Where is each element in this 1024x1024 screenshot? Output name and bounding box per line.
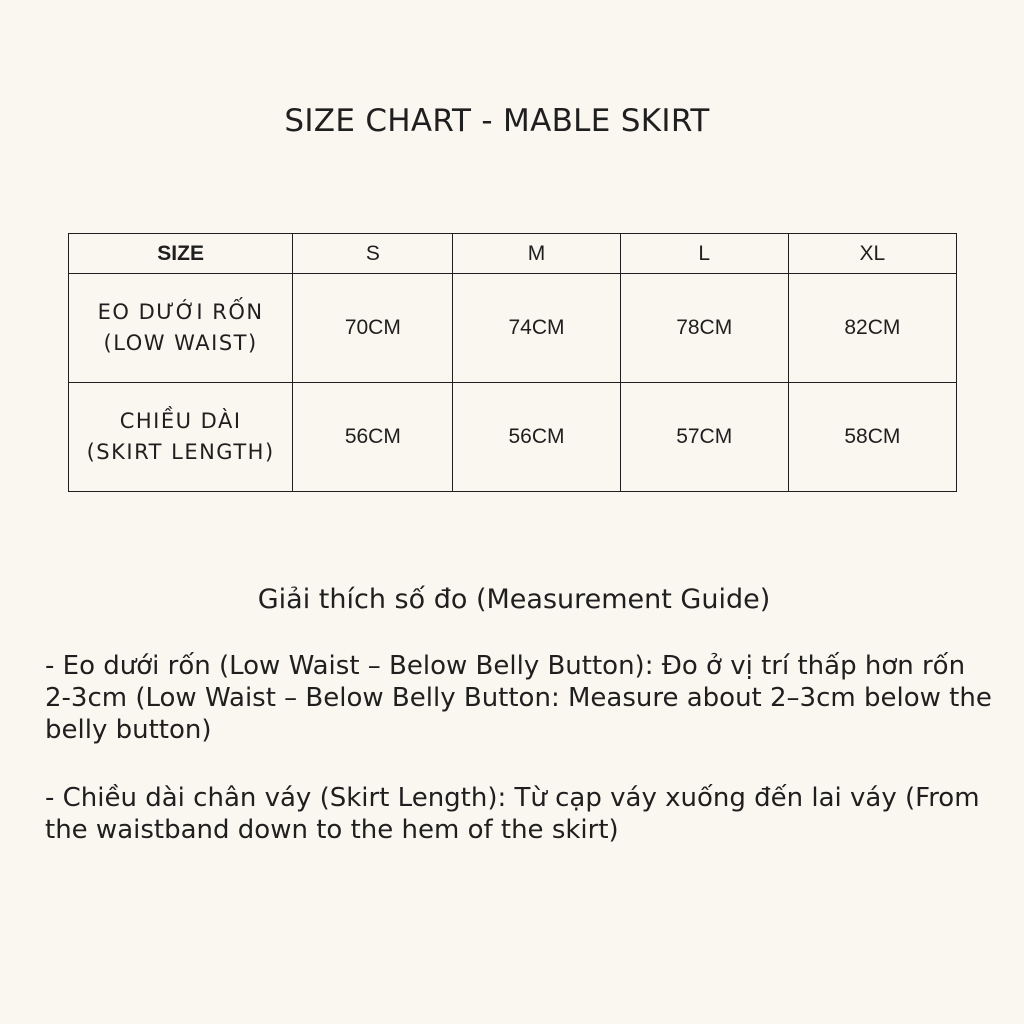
size-header-l: L xyxy=(620,234,788,274)
row-label-skirt-length xyxy=(69,383,293,492)
table-header-row xyxy=(69,234,957,274)
table-cell: 78CM xyxy=(620,274,788,383)
table-cell: 74CM xyxy=(453,274,620,383)
table-cell: 57CM xyxy=(620,383,788,492)
size-chart-table xyxy=(68,233,957,492)
row-sublabel-text: (LOW WAIST) xyxy=(103,331,258,355)
size-header-xl: XL xyxy=(788,234,956,274)
table-row-skirt-length xyxy=(69,383,957,492)
guide-item-low-waist: - Eo dưới rốn (Low Waist – Below Belly Button): Đo ở vị trí thấp hơn rốn 2-3cm (Low Waist – Below Belly Button: Measure about 2–3cm below the belly button) xyxy=(45,651,992,745)
size-header-s: S xyxy=(293,234,453,274)
guide-item-skirt-length: - Chiều dài chân váy (Skirt Length): Từ cạp váy xuống đến lai váy (From the waistband down to the hem of the skirt) xyxy=(45,783,980,845)
table-cell: 82CM xyxy=(788,274,956,383)
row-label-text: CHIỀU DÀI xyxy=(119,409,242,433)
table-cell: 56CM xyxy=(453,383,620,492)
table-cell: 70CM xyxy=(293,274,453,383)
page-title: SIZE CHART - MABLE SKIRT xyxy=(284,103,710,139)
row-label-low-waist xyxy=(69,274,293,383)
size-header-label: SIZE xyxy=(69,234,293,274)
measurement-guide-title: Giải thích số đo (Measurement Guide) xyxy=(257,584,771,615)
table-row-low-waist xyxy=(69,274,957,383)
size-header-m: M xyxy=(453,234,620,274)
row-sublabel-text: (SKIRT LENGTH) xyxy=(86,440,275,464)
row-label-text: EO DƯỚI RỐN xyxy=(97,300,264,324)
table-cell: 56CM xyxy=(293,383,453,492)
table-cell: 58CM xyxy=(788,383,956,492)
